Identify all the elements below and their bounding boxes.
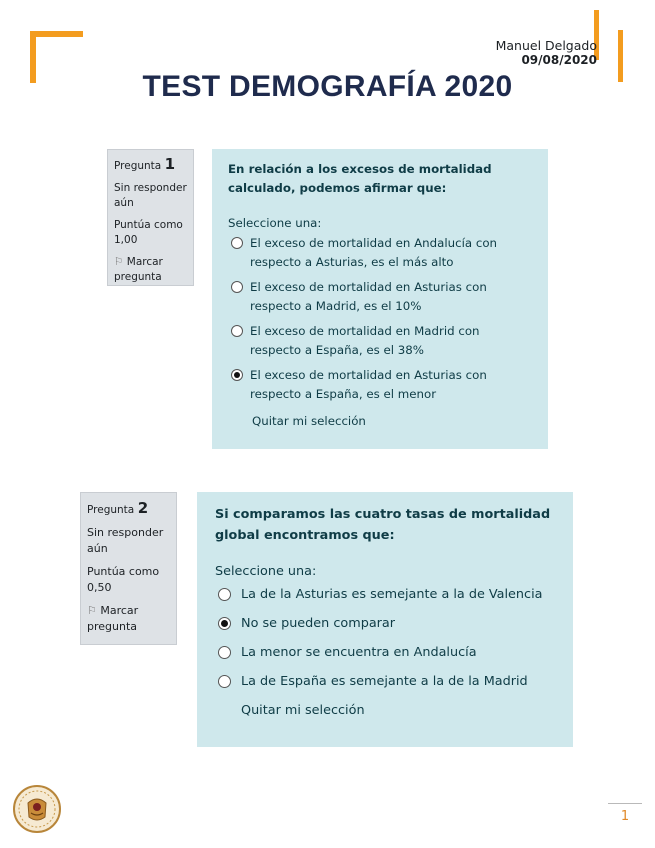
question-card-2: [197, 492, 573, 747]
flag-question-label: Marcar pregunta: [114, 256, 163, 283]
flag-icon: ⚐: [87, 604, 97, 617]
answer-label: El exceso de mortalidad en Madrid con respecto a España, es el 38%: [250, 324, 480, 357]
radio-button[interactable]: [231, 237, 243, 249]
answer-label: La menor se encuentra en Andalucía: [241, 645, 477, 660]
answer-label: El exceso de mortalidad en Asturias con respecto a Madrid, es el 10%: [250, 280, 487, 313]
answer-option-2b[interactable]: [215, 613, 555, 634]
question-info-2: [80, 492, 177, 645]
answer-option-1a[interactable]: [228, 234, 532, 272]
corner-bracket-left-horizontal: [30, 31, 83, 37]
flag-icon: ⚐: [114, 256, 124, 268]
radio-button[interactable]: [231, 325, 243, 337]
answer-option-2c[interactable]: [215, 642, 555, 663]
answer-option-2a[interactable]: [215, 584, 555, 605]
document-date: 09/08/2020: [521, 53, 597, 67]
clear-selection-link[interactable]: Quitar mi selección: [252, 414, 366, 428]
question-label: Pregunta: [114, 160, 162, 172]
answer-label: El exceso de mortalidad en Andalucía con respecto a Asturias, es el más alto: [250, 236, 498, 269]
question-text: En relación a los excesos de mortalidad calculado, podemos afirmar que:: [228, 162, 492, 195]
question-score: Puntúa como 0,50: [87, 565, 160, 594]
flag-question-link[interactable]: [87, 603, 170, 635]
radio-button-selected[interactable]: [218, 617, 231, 630]
answer-option-1d[interactable]: [228, 366, 532, 404]
select-prompt: Seleccione una:: [228, 216, 322, 230]
radio-button[interactable]: [218, 588, 231, 601]
answer-label: El exceso de mortalidad en Asturias con respecto a España, es el menor: [250, 368, 487, 401]
author-name: Manuel Delgado: [495, 38, 597, 53]
clear-selection-link[interactable]: Quitar mi selección: [241, 703, 365, 718]
radio-button[interactable]: [218, 646, 231, 659]
answer-label: La de la Asturias es semejante a la de Valencia: [241, 587, 543, 602]
page-title: TEST DEMOGRAFÍA 2020: [142, 70, 513, 103]
question-text: Si comparamos las cuatro tasas de mortalidad global encontramos que:: [215, 507, 551, 543]
question-status: Sin responder aún: [114, 182, 187, 209]
flag-question-link[interactable]: [114, 255, 187, 285]
flag-question-label: Marcar pregunta: [87, 604, 139, 633]
answer-option-1c[interactable]: [228, 322, 532, 360]
answer-label: La de España es semejante a la de la Madrid: [241, 674, 528, 689]
university-seal-icon: [12, 783, 62, 835]
answer-label: No se pueden comparar: [241, 616, 396, 631]
question-number: 1: [164, 155, 176, 173]
question-score: Puntúa como 1,00: [114, 219, 183, 246]
page-number: 1: [608, 803, 642, 824]
question-label: Pregunta: [87, 504, 135, 516]
question-status: Sin responder aún: [87, 526, 164, 555]
radio-button[interactable]: [218, 675, 231, 688]
radio-button-selected[interactable]: [231, 369, 243, 381]
answer-option-1b[interactable]: [228, 278, 532, 316]
select-prompt: Seleccione una:: [215, 564, 317, 579]
question-number: 2: [137, 499, 149, 517]
question-info-1: [107, 149, 194, 286]
question-card-1: [212, 149, 548, 449]
radio-button[interactable]: [231, 281, 243, 293]
answer-option-2d[interactable]: [215, 671, 555, 692]
